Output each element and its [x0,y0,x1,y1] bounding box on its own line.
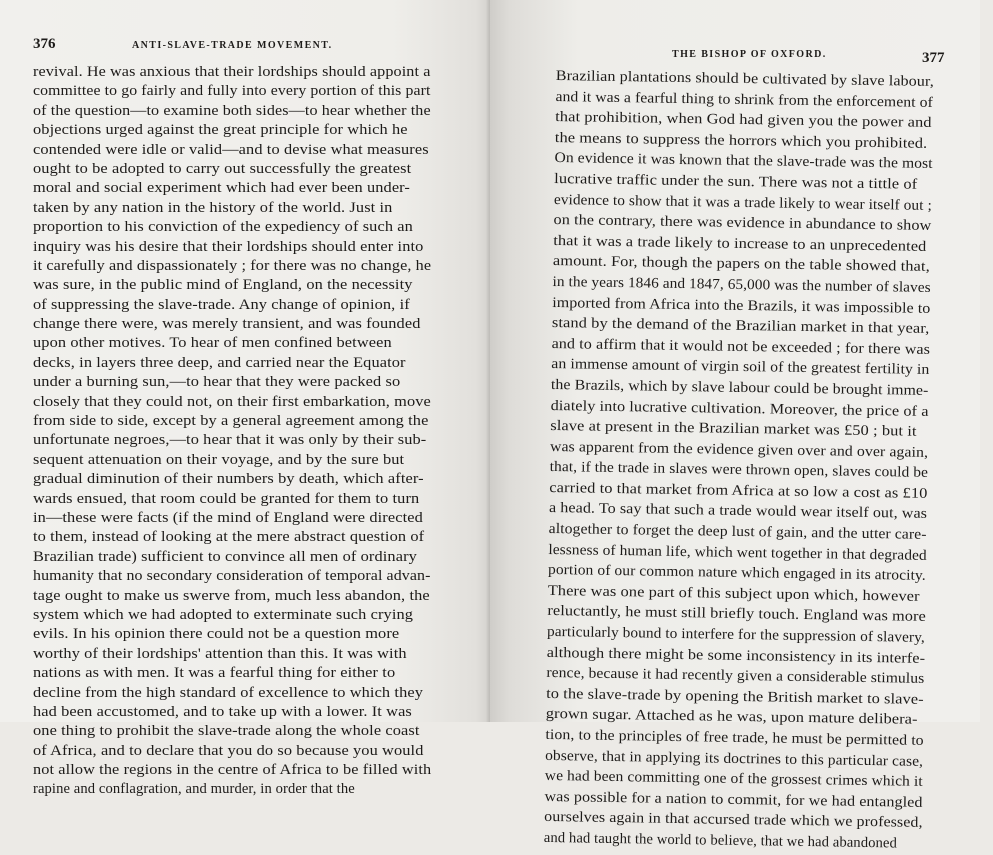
text-line: observe, that in applying its doctrines to this particular case, [545,747,924,770]
text-line: evils. In his opinion there could not be a question more [33,626,400,643]
text-line: stand by the demand of the Brazilian market in that year, [551,315,930,338]
text-line: There was one part of this subject upon which, however [547,582,920,605]
text-line: and had taught the world to believe, that we had abandoned [543,829,898,852]
text-line: gradual diminution of their numbers by death, which after- [33,471,424,488]
left-page-number: 376 [33,36,56,52]
text-line: diately into lucrative cultivation. Moreover, the price of a [550,397,929,420]
text-line: the Brazils, which by slave labour could be brought imme- [550,376,929,399]
text-line: was sure, in the public mind of England, on the necessity [33,277,413,294]
text-line: and to affirm that it would not be exceeded ; for there was [551,335,931,358]
text-line: not allow the regions in the centre of Africa to be filled with [33,762,432,779]
text-line: taken by any nation in the history of the world. Just in [33,199,393,216]
text-line: Brazilian plantations should be cultivated by slave labour, [555,67,935,90]
text-line: Brazilian trade) sufficient to convince all men of ordinary [33,548,417,565]
text-line: under a burning sun,—to hear that they were packed so [33,374,401,391]
text-line: of suppressing the slave-trade. Any change of opinion, if [33,296,410,313]
text-line: it carefully and dispassionately ; for there was no change, he [33,257,432,274]
text-line: upon other motives. To hear of men confined between [33,335,392,352]
text-line: rence, because it had recently given a considerable stimulus [546,665,925,688]
text-line: committee to go fairly and fully into every portion of this part [33,83,431,100]
text-line: was possible for a nation to commit, for we had entangled [544,788,923,811]
text-line: decline from the high standard of excellence to which they [33,684,424,701]
text-line: a head. To say that such a trade would wear itself out, was [548,500,928,523]
text-line: tion, to the principles of free trade, he must be permitted to [545,726,924,749]
text-line: change there were, was merely transient, and was founded [33,316,421,333]
text-line: and it was a fearful thing to shrink from the enforcement of [555,88,934,111]
text-line: nations as with men. It was a fearful thing for either to [33,665,396,682]
left-page-text [33,63,445,800]
text-line: from side to side, except by a general agreement among the [33,413,429,430]
text-line: worthy of their lordships' attention than this. It was with [33,645,407,662]
text-line: lucrative traffic under the sun. There was not a tittle of [554,170,918,193]
text-line: humanity that no secondary consideration of temporal advan- [33,568,431,585]
text-line: ought to be adopted to carry out successfully the greatest [33,160,412,177]
right-running-head: THE BISHOP OF OXFORD. [672,49,827,60]
text-line: of the question—to examine both sides—to hear whether the [33,102,431,119]
right-page-number: 377 [922,50,945,66]
text-line: inquiry was his desire that their lordships should enter into [33,238,424,255]
text-line: amount. For, though the papers on the table showed that, [552,253,930,276]
text-line: in—these were facts (if the mind of England were directed [33,509,423,526]
text-line: decks, in layers three deep, and carried near the Equator [33,354,406,371]
text-line: in the years 1846 and 1847, 65,000 was the number of slaves [552,273,931,296]
text-line: imported from Africa into the Brazils, it was impossible to [552,294,931,317]
text-line: that, if the trade in slaves were thrown open, slaves could be [549,459,929,482]
text-line: evidence to show that it was a trade likely to wear itself out ; [553,191,933,214]
text-line: altogether to forget the deep lust of gain, and the utter care- [548,521,927,543]
text-line: the means to suppress the horrors which you prohibited. [554,129,928,152]
left-page [0,0,490,798]
text-line: moral and social experiment which had ever been under- [33,180,410,197]
right-page [490,0,980,852]
text-line: unfortunate negroes,—to hear that it was only by their sub- [33,432,427,449]
text-line: one thing to prohibit the slave-trade along the whole coast [33,723,420,740]
text-line: we had been committing one of the grossest crimes which it [544,768,923,791]
text-line: although there might be some inconsistency in its interfe- [546,644,926,667]
text-line: grown sugar. Attached as he was, upon mature delibera- [545,706,918,729]
text-line: to them, instead of looking at the mere abstract question of [33,529,425,546]
text-line: carried to that market from Africa at so low a cost as £10 [549,479,928,502]
left-running-head: ANTI-SLAVE-TRADE MOVEMENT. [132,40,333,51]
text-line: On evidence it was known that the slave-trade was the most [554,150,933,173]
text-line: an immense amount of virgin soil of the greatest fertility in [551,356,930,379]
text-line: to the slave-trade by opening the British market to slave- [546,685,924,708]
text-line: closely that they could not, on their first embarkation, move [33,393,431,410]
text-line: had been accustomed, and to take up with a lower. It was [33,703,412,720]
text-line: sequent attenuation on their voyage, and by the sure but [33,451,405,468]
text-line: revival. He was anxious that their lordships should appoint a [33,64,431,80]
text-line: that it was a trade likely to increase to an unprecedented [553,232,927,255]
text-line: system which we had adopted to exterminate such crying [33,606,414,623]
text-line: portion of our common nature which engaged in its atrocity. [547,562,926,585]
text-line: proportion to his conviction of the expediency of such an [33,219,413,236]
text-line: on the contrary, there was evidence in abundance to show [553,212,932,235]
text-line: was apparent from the evidence given over and over again, [549,438,929,461]
text-line: that prohibition, when God had given you the power and [555,109,932,132]
text-line: wards ensued, that room could be granted for them to turn [33,490,420,507]
right-page-text [544,66,946,855]
text-line: objections urged against the great principle for which he [33,122,408,139]
text-line: contended were idle or valid—and to devise what measures [33,141,429,158]
text-line: lessness of human life, which went together in that degraded [548,541,927,564]
text-line: particularly bound to interfere for the suppression of slavery, [546,623,925,646]
text-line: slave at present in the Brazilian market was £50 ; but it [550,418,917,440]
text-line: tage ought to make us swerve from, much less abandon, the [33,587,430,604]
text-line: ourselves again in that accursed trade which we professed, [544,809,923,832]
text-line: of Africa, and to declare that you do so because you would [33,742,424,759]
text-line: rapine and conflagration, and murder, in order that the [33,781,355,798]
text-line: reluctantly, he must still briefly touch. England was more [547,603,927,626]
